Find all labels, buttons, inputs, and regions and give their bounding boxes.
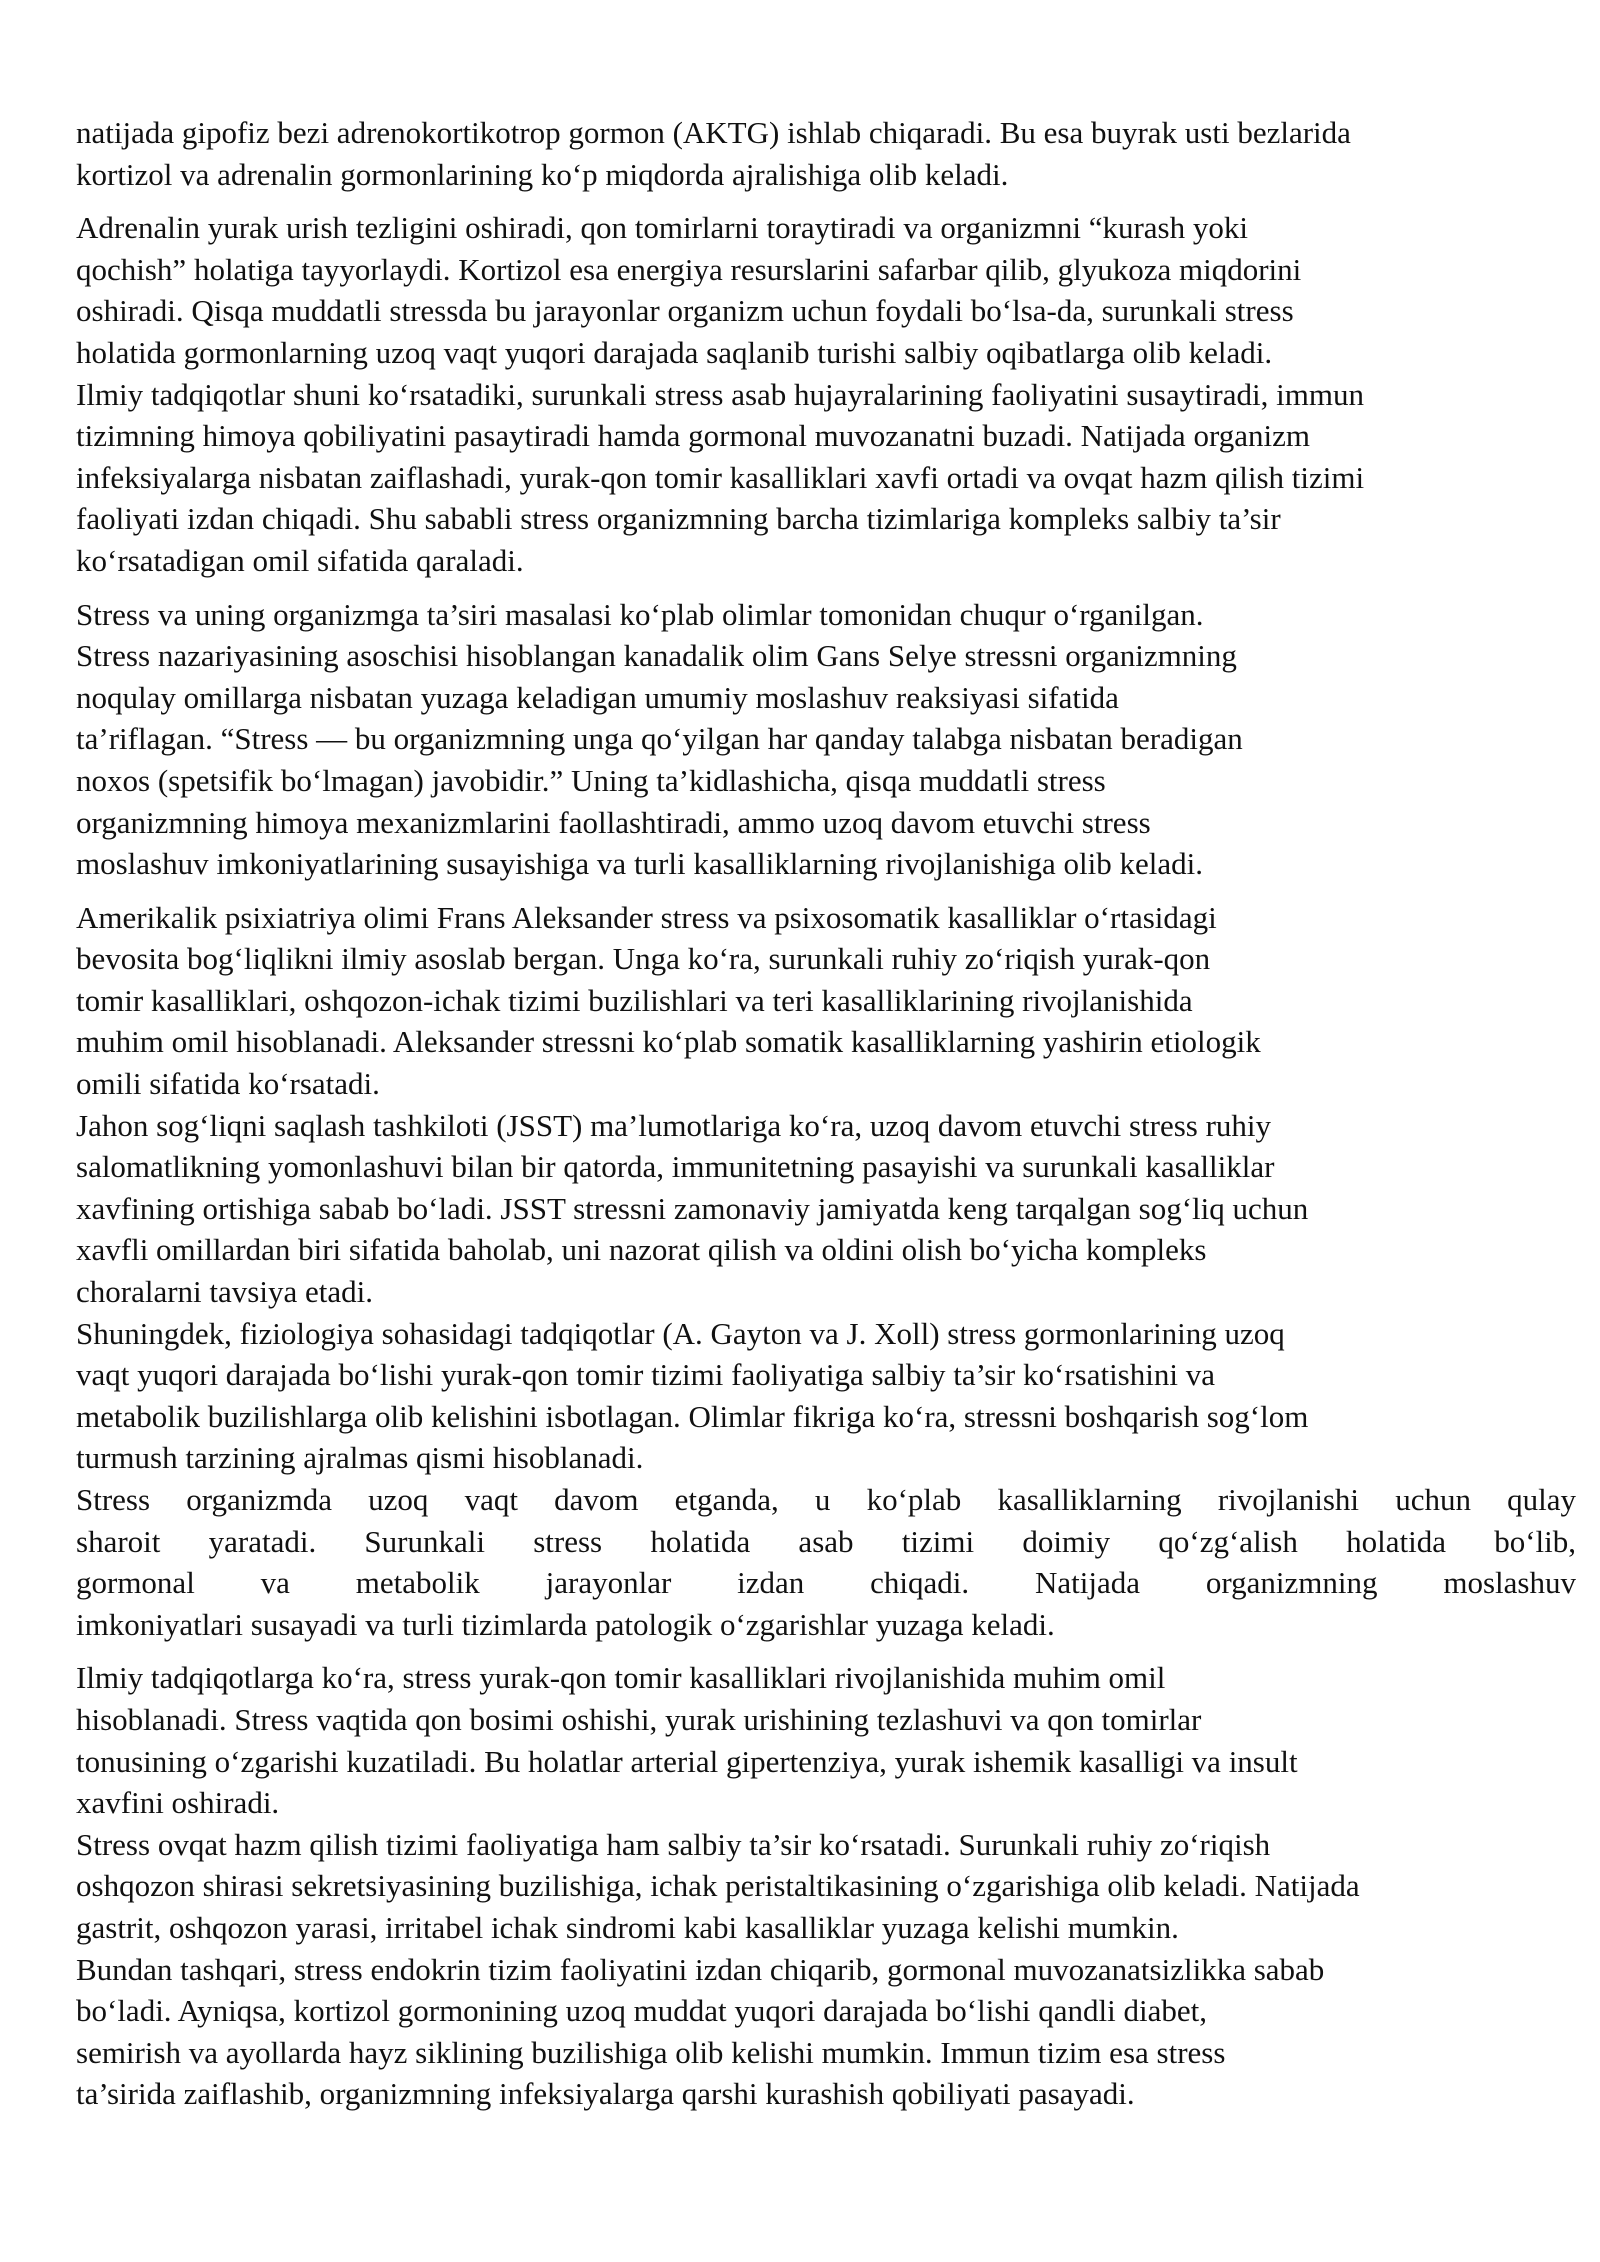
text-line: Jahon sog‘liqni saqlash tashkiloti (JSST) ma’lumotlariga ko‘ra, uzoq davom etuvchi stress ruhiy [76,1107,1272,1143]
text-line: Ilmiy tadqiqotlar shuni ko‘rsatadiki, surunkali stress asab hujayralarining faoliyatini susaytiradi, immun [76,376,1364,412]
text-line: Stress nazariyasining asoschisi hisoblangan kanadalik olim Gans Selye stressni organizmning [76,638,1237,674]
text-line: moslashuv imkoniyatlarining susayishiga va turli kasalliklarning rivojlanishiga olib keladi. [76,846,1204,882]
paragraph-adrenalin [76,207,1576,581]
text-line: tonusining o‘zgarishi kuzatiladi. Bu holatlar arterial gipertenziya, yurak ishemik kasalligi va insult [76,1743,1298,1779]
text-line: xavfining ortishiga sabab bo‘ladi. JSST stressni zamonaviy jamiyatda keng tarqalgan sog‘liq uchun [76,1190,1309,1226]
text-line: Adrenalin yurak urish tezligini oshiradi, qon tomirlarni toraytiradi va organizmni “kurash yoki [76,210,1248,246]
text-line: semirish va ayollarda hayz siklining buzilishiga olib kelishi mumkin. Immun tizim esa stress [76,2034,1226,2070]
text-line: bo‘ladi. Ayniqsa, kortizol gormonining uzoq muddat yuqori darajada bo‘lishi qandli diabet, [76,1993,1208,2029]
text-line: qochish” holatiga tayyorlaydi. Kortizol esa energiya resurslarini safarbar qilib, glyukoza miqdorini [76,251,1302,287]
text-line: metabolik buzilishlarga olib kelishini isbotlagan. Olimlar fikriga ko‘ra, stressni boshqarish sog‘lom [76,1398,1309,1434]
text-line: oshiradi. Qisqa muddatli stressda bu jarayonlar organizm uchun foydali bo‘lsa-da, surunkali stress [76,293,1294,329]
text-line: gormonal va metabolik jarayonlar izdan chiqadi. Natijada organizmning moslashuv [76,1565,1576,1601]
text-line: hisoblanadi. Stress vaqtida qon bosimi oshishi, yurak urishining tezlashuvi va qon tomirlar [76,1701,1202,1737]
text-line: Ilmiy tadqiqotlarga ko‘ra, stress yurak-qon tomir kasalliklari rivojlanishida muhim omil [76,1660,1166,1696]
text-line: gastrit, oshqozon yarasi, irritabel ichak sindromi kabi kasalliklar yuzaga kelishi mumkin. [76,1909,1179,1945]
text-line: salomatlikning yomonlashuvi bilan bir qatorda, immunitetning pasayishi va surunkali kasalliklar [76,1149,1275,1185]
text-line: vaqt yuqori darajada bo‘lishi yurak-qon tomir tizimi faoliyatiga salbiy ta’sir ko‘rsatishini va [76,1357,1215,1393]
text-line: infeksiyalarga nisbatan zaiflashadi, yurak-qon tomir kasalliklari xavfi ortadi va ovqat hazm qilish tizimi [76,459,1365,495]
text-line: tizimning himoya qobiliyatini pasaytiradi hamda gormonal muvozanatni buzadi. Natijada organizm [76,418,1310,454]
paragraph-selye [76,594,1576,885]
text-line: Bundan tashqari, stress endokrin tizim faoliyatini izdan chiqarib, gormonal muvozanatsizlikka sabab [76,1951,1325,1987]
text-line: Stress va uning organizmga ta’siri masalasi ko‘plab olimlar tomonidan chuqur o‘rganilgan. [76,596,1204,632]
text-line: kortizol va adrenalin gormonlarining ko‘p miqdorda ajralishiga olib keladi. [76,156,1009,192]
text-line: Shuningdek, fiziologiya sohasidagi tadqiqotlar (A. Gayton va J. Xoll) stress gormonlarining uzoq [76,1315,1285,1351]
paragraph-gormonlar [76,112,1576,195]
text-line: ta’sirida zaiflashib, organizmning infeksiyalarga qarshi kurashish qobiliyati pasayadi. [76,2076,1135,2112]
text-line: organizmning himoya mexanizmlarini faollashtiradi, ammo uzoq davom etuvchi stress [76,804,1151,840]
paragraph-aleksander-jsst [76,897,1576,1479]
text-line: ko‘rsatadigan omil sifatida qaraladi. [76,542,524,578]
text-line: Amerikalik psixiatriya olimi Frans Aleksander stress va psixosomatik kasalliklar o‘rtasidagi [76,899,1217,935]
text-line: sharoit yaratadi. Surunkali stress holatida asab tizimi doimiy qo‘zg‘alish holatida bo‘lib, [76,1523,1576,1559]
text-line: noqulay omillarga nisbatan yuzaga keladigan umumiy moslashuv reaksiyasi sifatida [76,679,1119,715]
paragraph-surunkali-stress [76,1479,1576,1645]
text-line: ta’riflagan. “Stress — bu organizmning unga qo‘yilgan har qanday talabga nisbatan beradigan [76,721,1243,757]
text-line: xavfli omillardan biri sifatida baholab, uni nazorat qilish va oldini olish bo‘yicha kompleks [76,1232,1207,1268]
text-line: holatida gormonlarning uzoq vaqt yuqori darajada saqlanib turishi salbiy oqibatlarga olib keladi. [76,334,1273,370]
text-line: natijada gipofiz bezi adrenokortikotrop gormon (AKTG) ishlab chiqaradi. Bu esa buyrak usti bezlarida [76,115,1351,150]
document-page [76,112,1576,2115]
text-line: bevosita bog‘liqlikni ilmiy asoslab bergan. Unga ko‘ra, surunkali ruhiy zo‘riqish yurak-qon [76,941,1211,977]
text-line: Stress ovqat hazm qilish tizimi faoliyatiga ham salbiy ta’sir ko‘rsatadi. Surunkali ruhiy zo‘riqish [76,1826,1271,1862]
text-line: imkoniyatlari susayadi va turli tizimlarda patologik o‘zgarishlar yuzaga keladi. [76,1606,1055,1642]
text-line: faoliyati izdan chiqadi. Shu sababli stress organizmning barcha tizimlariga kompleks salbiy ta’sir [76,501,1281,537]
text-line: turmush tarzining ajralmas qismi hisoblanadi. [76,1440,644,1476]
text-line: muhim omil hisoblanadi. Aleksander stressni ko‘plab somatik kasalliklarning yashirin etiologik [76,1024,1261,1060]
paragraph-kasalliklar [76,1657,1576,2115]
text-line: oshqozon shirasi sekretsiyasining buzilishiga, ichak peristaltikasining o‘zgarishiga olib keladi. Natijada [76,1868,1360,1904]
text-line: noxos (spetsifik bo‘lmagan) javobidir.” Uning ta’kidlashicha, qisqa muddatli stress [76,762,1106,798]
text-line: choralarni tavsiya etadi. [76,1274,373,1310]
text-line: Stress organizmda uzoq vaqt davom etganda, u ko‘plab kasalliklarning rivojlanishi uchun qulay [76,1482,1576,1517]
text-line: tomir kasalliklari, oshqozon-ichak tizimi buzilishlari va teri kasalliklarining rivojlanishida [76,982,1193,1018]
text-line: omili sifatida ko‘rsatadi. [76,1066,380,1102]
text-line: xavfini oshiradi. [76,1785,280,1821]
